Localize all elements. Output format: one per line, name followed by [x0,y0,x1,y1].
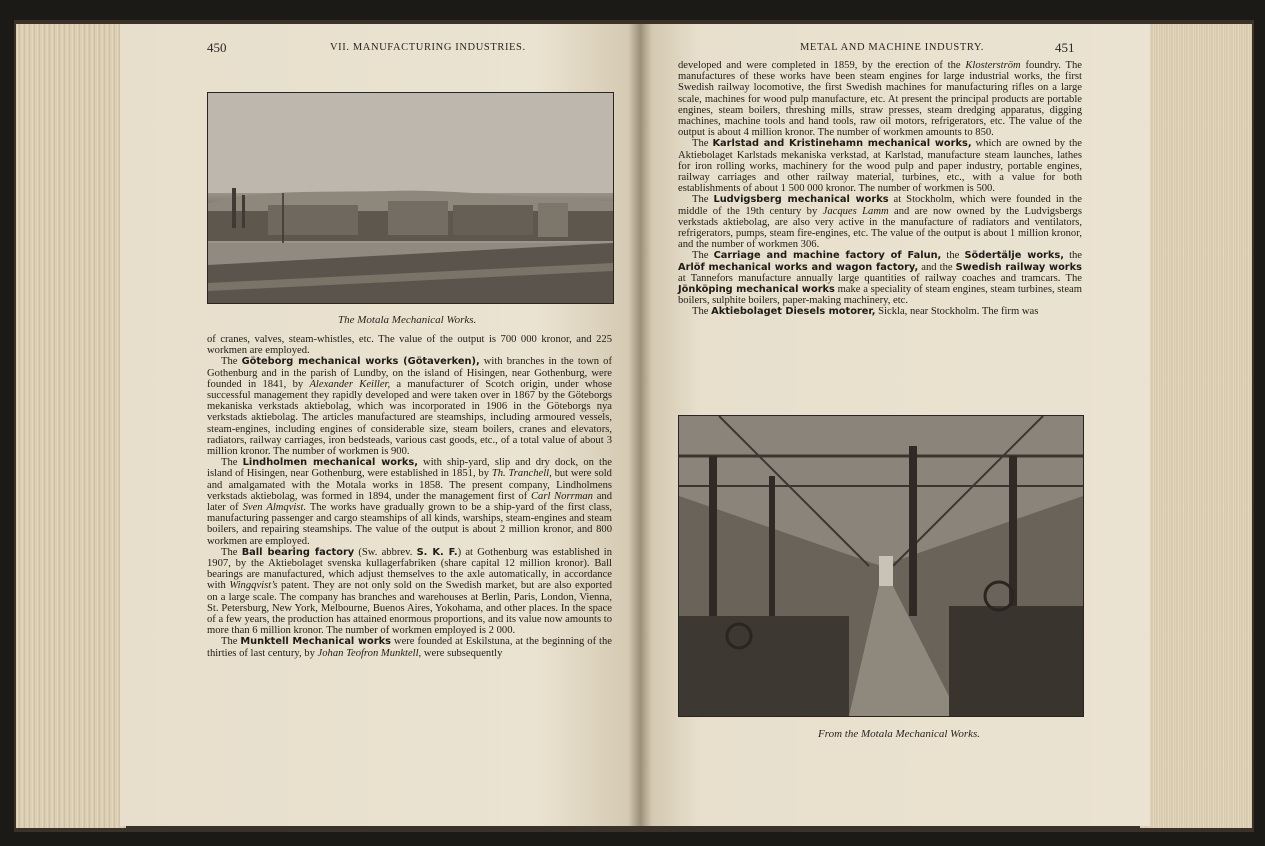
italic-run: Sven Almqvist. [242,502,307,514]
text-run: with branches in the town of Gothenburg and in the parish of Lundby, on the island of Hisingen, near Gothenburg, were founded in 1841, by [207,356,612,390]
text-run: foundry. The manufactures of these works have been steam engines for large industrial works, the first Swedish railway locomotive, the first Swedish machines for manufacturing rifles on a large scale, machines for wood pulp manufacture, etc. At present the principal products are portable engines, steam boilers, threshing mills, straw presses, steam dredging apparatus, digging machines, machine tools and hand tools, raw oil motors, refrigerators, etc. The value of the output is about 4 million kronor. The number of workmen amounts to 850. [678,60,1082,139]
left-page-number: 450 [207,40,227,55]
paragraph [207,356,612,457]
text-run: with ship-yard, slip and dry dock, on the island of Hisingen, near Gothenburg, were established in 1851, by [207,457,612,480]
text-run: were subsequently [421,647,503,659]
book-gutter [628,24,652,826]
paragraph [207,636,612,658]
text-run: the [1063,250,1083,262]
left-running-head: VII. MANUFACTURING INDUSTRIES. [330,42,526,53]
bold-run: Södertälje works, [964,250,1064,262]
text-run: a manufacturer of Scotch origin, under whose successful management they rapidly developed and were taken over in 1867 by the Göteborgs mekaniska verkstads aktiebolag, which was incorporated in 1906 in the Göteborgs nya verkstads aktiebolag. The articles manufactured are steamships, including armoured vessels, steam-engines, including engines of considerable size, steam boilers, cranes and elevators, radiators, railway carriages, iron bedsteads, various cast goods, etc., of a total value of about 3 million kronor. The number of workmen is 900. [207,378,612,458]
text-run: which are owned by the Aktiebolaget Karlstads mekaniska verkstad, at Karlstad, manufacture steam launches, lathes for iron rolling works, machinery for the wood pulp and paper industry, portable engines, railway carriages and other railway material, turbines, etc., with a value for both establishments of about 1 500 000 kronor. The number of workmen is 500. [678,138,1082,195]
text-run: and the [918,261,956,273]
bold-run: Ball bearing factory [241,546,355,558]
paragraph [678,306,1082,317]
text-run: make a speciality of steam engines, steam turbines, steam boilers, sulphite boilers, paper-making machinery, etc. [678,284,1082,307]
paragraph [207,547,612,637]
text-run: ) at Gothenburg was established in 1907, by the Aktiebolaget svenska kullagerfabriken (share capital 12 million kronor). Ball bearings are manufactured, which adjust themselves to the axle automatically, in accordance with [207,546,613,592]
bold-run: S. K. F. [416,546,458,558]
text-run: and are now owned by the Ludvigsbergs verkstads aktiebolag, are also very active in the manufacture of radiators and ventilators, refrigerators, pumps, steam fire-engines, etc. The value of the output is about 1 million kronor, and the number of workmen 306. [678,205,1082,251]
bold-run: Aktiebolaget Diesels motorer, [711,306,876,318]
bold-run: Ludvigsberg mechanical works [713,194,889,206]
text-run: developed and were completed in 1859, by the erection of the [678,60,966,71]
text-run: (Sw. abbrev. [354,546,417,558]
motala-works-photo [207,92,614,304]
paragraph [678,194,1082,250]
text-run: The [221,457,243,469]
right-figure-caption: From the Motala Mechanical Works. [818,728,981,740]
text-run: and later of [207,490,612,514]
text-run: patent. They are not only sold on the Swedish market, but are also exported on a large scale. The company has branches and warehouses at Berlin, Paris, London, Vienna, St. Petersburg, New York, Melbourne, Buenos Aires, Yokohama, and other places. In the space of a few years, the production has attained enormous proportions, and its value now amounts to more than 6 million kronor. The number of workmen employed is 2 000. [207,580,613,637]
text-run: The [221,356,242,368]
text-run: of cranes, valves, steam-whistles, etc. The value of the output is 700 000 kronor, and 225 workmen are employed. [207,334,612,357]
text-run: The [692,250,714,262]
bold-run: Arlöf mechanical works and wagon factory, [678,261,919,273]
text-run: The [221,546,242,558]
italic-run: Th. Tranchell, [491,468,552,480]
left-figure-caption: The Motala Mechanical Works. [338,314,477,326]
italic-run: Jacques Lamm [822,205,889,217]
text-run: at Stockholm, which were founded in the middle of the 19th century by [678,194,1082,217]
italic-run: Wingqvist’s [229,580,278,592]
text-run: Sickla, near Stockholm. The firm was [875,306,1039,318]
italic-run: Alexander Keiller, [309,378,391,390]
bold-run: Lindholmen mechanical works, [242,457,418,469]
page-edges-left [16,24,126,828]
italic-run: Klosterström [965,60,1021,71]
right-running-head: METAL AND MACHINE INDUSTRY. [800,42,984,53]
bold-run: Swedish railway works [955,261,1082,273]
text-run: but were sold and amalgamated with the Motala works in 1858. The present company, Lindholmens verkstads aktiebolag, was formed in 1894, under the management first of [207,468,612,502]
bold-run: Göteborg mechanical works (Götaverken), [241,356,480,368]
text-run: were founded at Eskilstuna, at the beginning of the thirties of last century, by [207,636,612,659]
text-run: The [692,306,712,318]
paragraph [678,138,1082,194]
left-text-column [207,334,612,659]
italic-run: Carl Norrman [530,490,593,502]
bold-run: Jönköping mechanical works [678,284,835,296]
bold-run: Munktell Mechanical works [240,636,391,648]
paragraph [678,60,1082,138]
text-run: the [941,250,965,262]
page-edges-right [1140,24,1252,828]
text-run: The [692,138,713,150]
bold-run: Carriage and machine factory of Falun, [713,250,942,262]
italic-run: Johan Teofron Munktell, [317,647,422,659]
text-run: The [692,194,714,206]
paragraph [207,457,612,547]
text-run: The works have gradually grown to be a ship-yard of the first class, manufacturing passenger and cargo steamships of all kinds, warships, steam-engines and steam boilers, and repairing steamships. The value of the output is about 2 million kronor, and 800 workmen are employed. [207,502,612,547]
right-text-column [678,60,1082,318]
motala-works-interior-photo [678,415,1084,717]
paragraph [678,250,1082,306]
bold-run: Karlstad and Kristinehamn mechanical works, [712,138,972,150]
text-run: The [221,636,241,648]
right-page-number: 451 [1055,40,1075,55]
paragraph [207,334,612,356]
text-run: at Tannefors manufacture annually large quantities of railway coaches and tramcars. The [678,272,1082,284]
